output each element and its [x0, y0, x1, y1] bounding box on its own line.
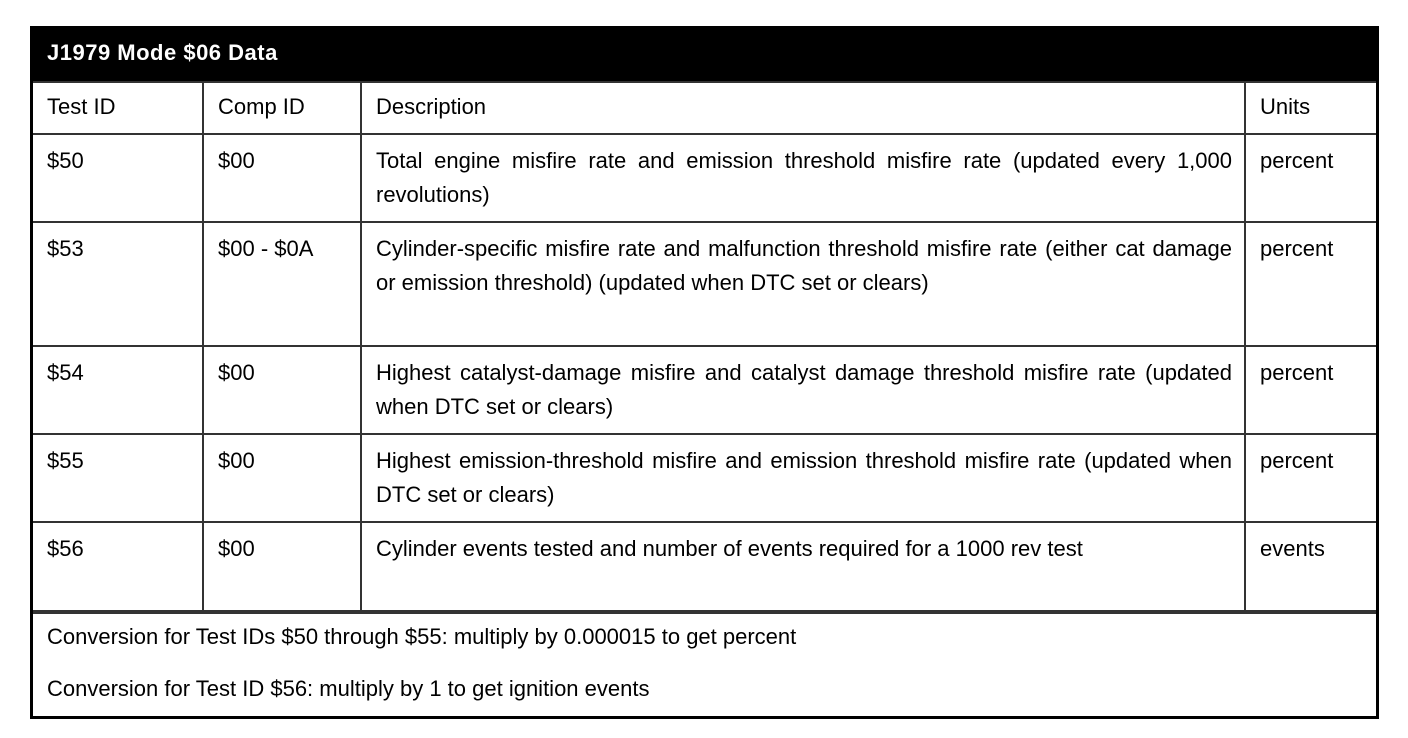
header-comp-id: Comp ID: [203, 82, 361, 134]
cell-description: Total engine misfire rate and emission threshold misfire rate (updated every 1,000 revolutions): [361, 134, 1245, 222]
cell-comp-id: $00: [203, 346, 361, 434]
cell-test-id: $55: [33, 434, 203, 522]
cell-comp-id: $00: [203, 134, 361, 222]
header-description: Description: [361, 82, 1245, 134]
data-table: [33, 81, 1376, 612]
header-row: [33, 82, 1376, 134]
cell-comp-id: $00: [203, 522, 361, 611]
cell-description: Cylinder events tested and number of events required for a 1000 rev test: [361, 522, 1245, 611]
table-row: [33, 346, 1376, 434]
table-title: J1979 Mode $06 Data: [33, 29, 1376, 81]
conversion-notes: [33, 612, 1376, 716]
cell-test-id: $53: [33, 222, 203, 346]
cell-description: Highest catalyst-damage misfire and catalyst damage threshold misfire rate (updated when DTC set or clears): [361, 346, 1245, 434]
table-row: [33, 434, 1376, 522]
cell-test-id: $56: [33, 522, 203, 611]
cell-test-id: $54: [33, 346, 203, 434]
cell-units: percent: [1245, 434, 1376, 522]
cell-description: Highest emission-threshold misfire and emission threshold misfire rate (updated when DTC set or clears): [361, 434, 1245, 522]
cell-units: percent: [1245, 134, 1376, 222]
cell-comp-id: $00 - $0A: [203, 222, 361, 346]
conversion-note: Conversion for Test IDs $50 through $55: multiply by 0.000015 to get percent: [47, 624, 797, 649]
header-test-id: Test ID: [33, 82, 203, 134]
cell-units: percent: [1245, 222, 1376, 346]
table-row: [33, 134, 1376, 222]
conversion-note: Conversion for Test ID $56: multiply by 1 to get ignition events: [47, 676, 650, 701]
cell-description: Cylinder-specific misfire rate and malfunction threshold misfire rate (either cat damage or emission threshold) (updated when DTC set or clears): [361, 222, 1245, 346]
cell-comp-id: $00: [203, 434, 361, 522]
mode06-table: [30, 26, 1379, 719]
table-row: [33, 222, 1376, 346]
cell-units: percent: [1245, 346, 1376, 434]
cell-test-id: $50: [33, 134, 203, 222]
table-row: [33, 522, 1376, 611]
cell-units: events: [1245, 522, 1376, 611]
header-units: Units: [1245, 82, 1376, 134]
